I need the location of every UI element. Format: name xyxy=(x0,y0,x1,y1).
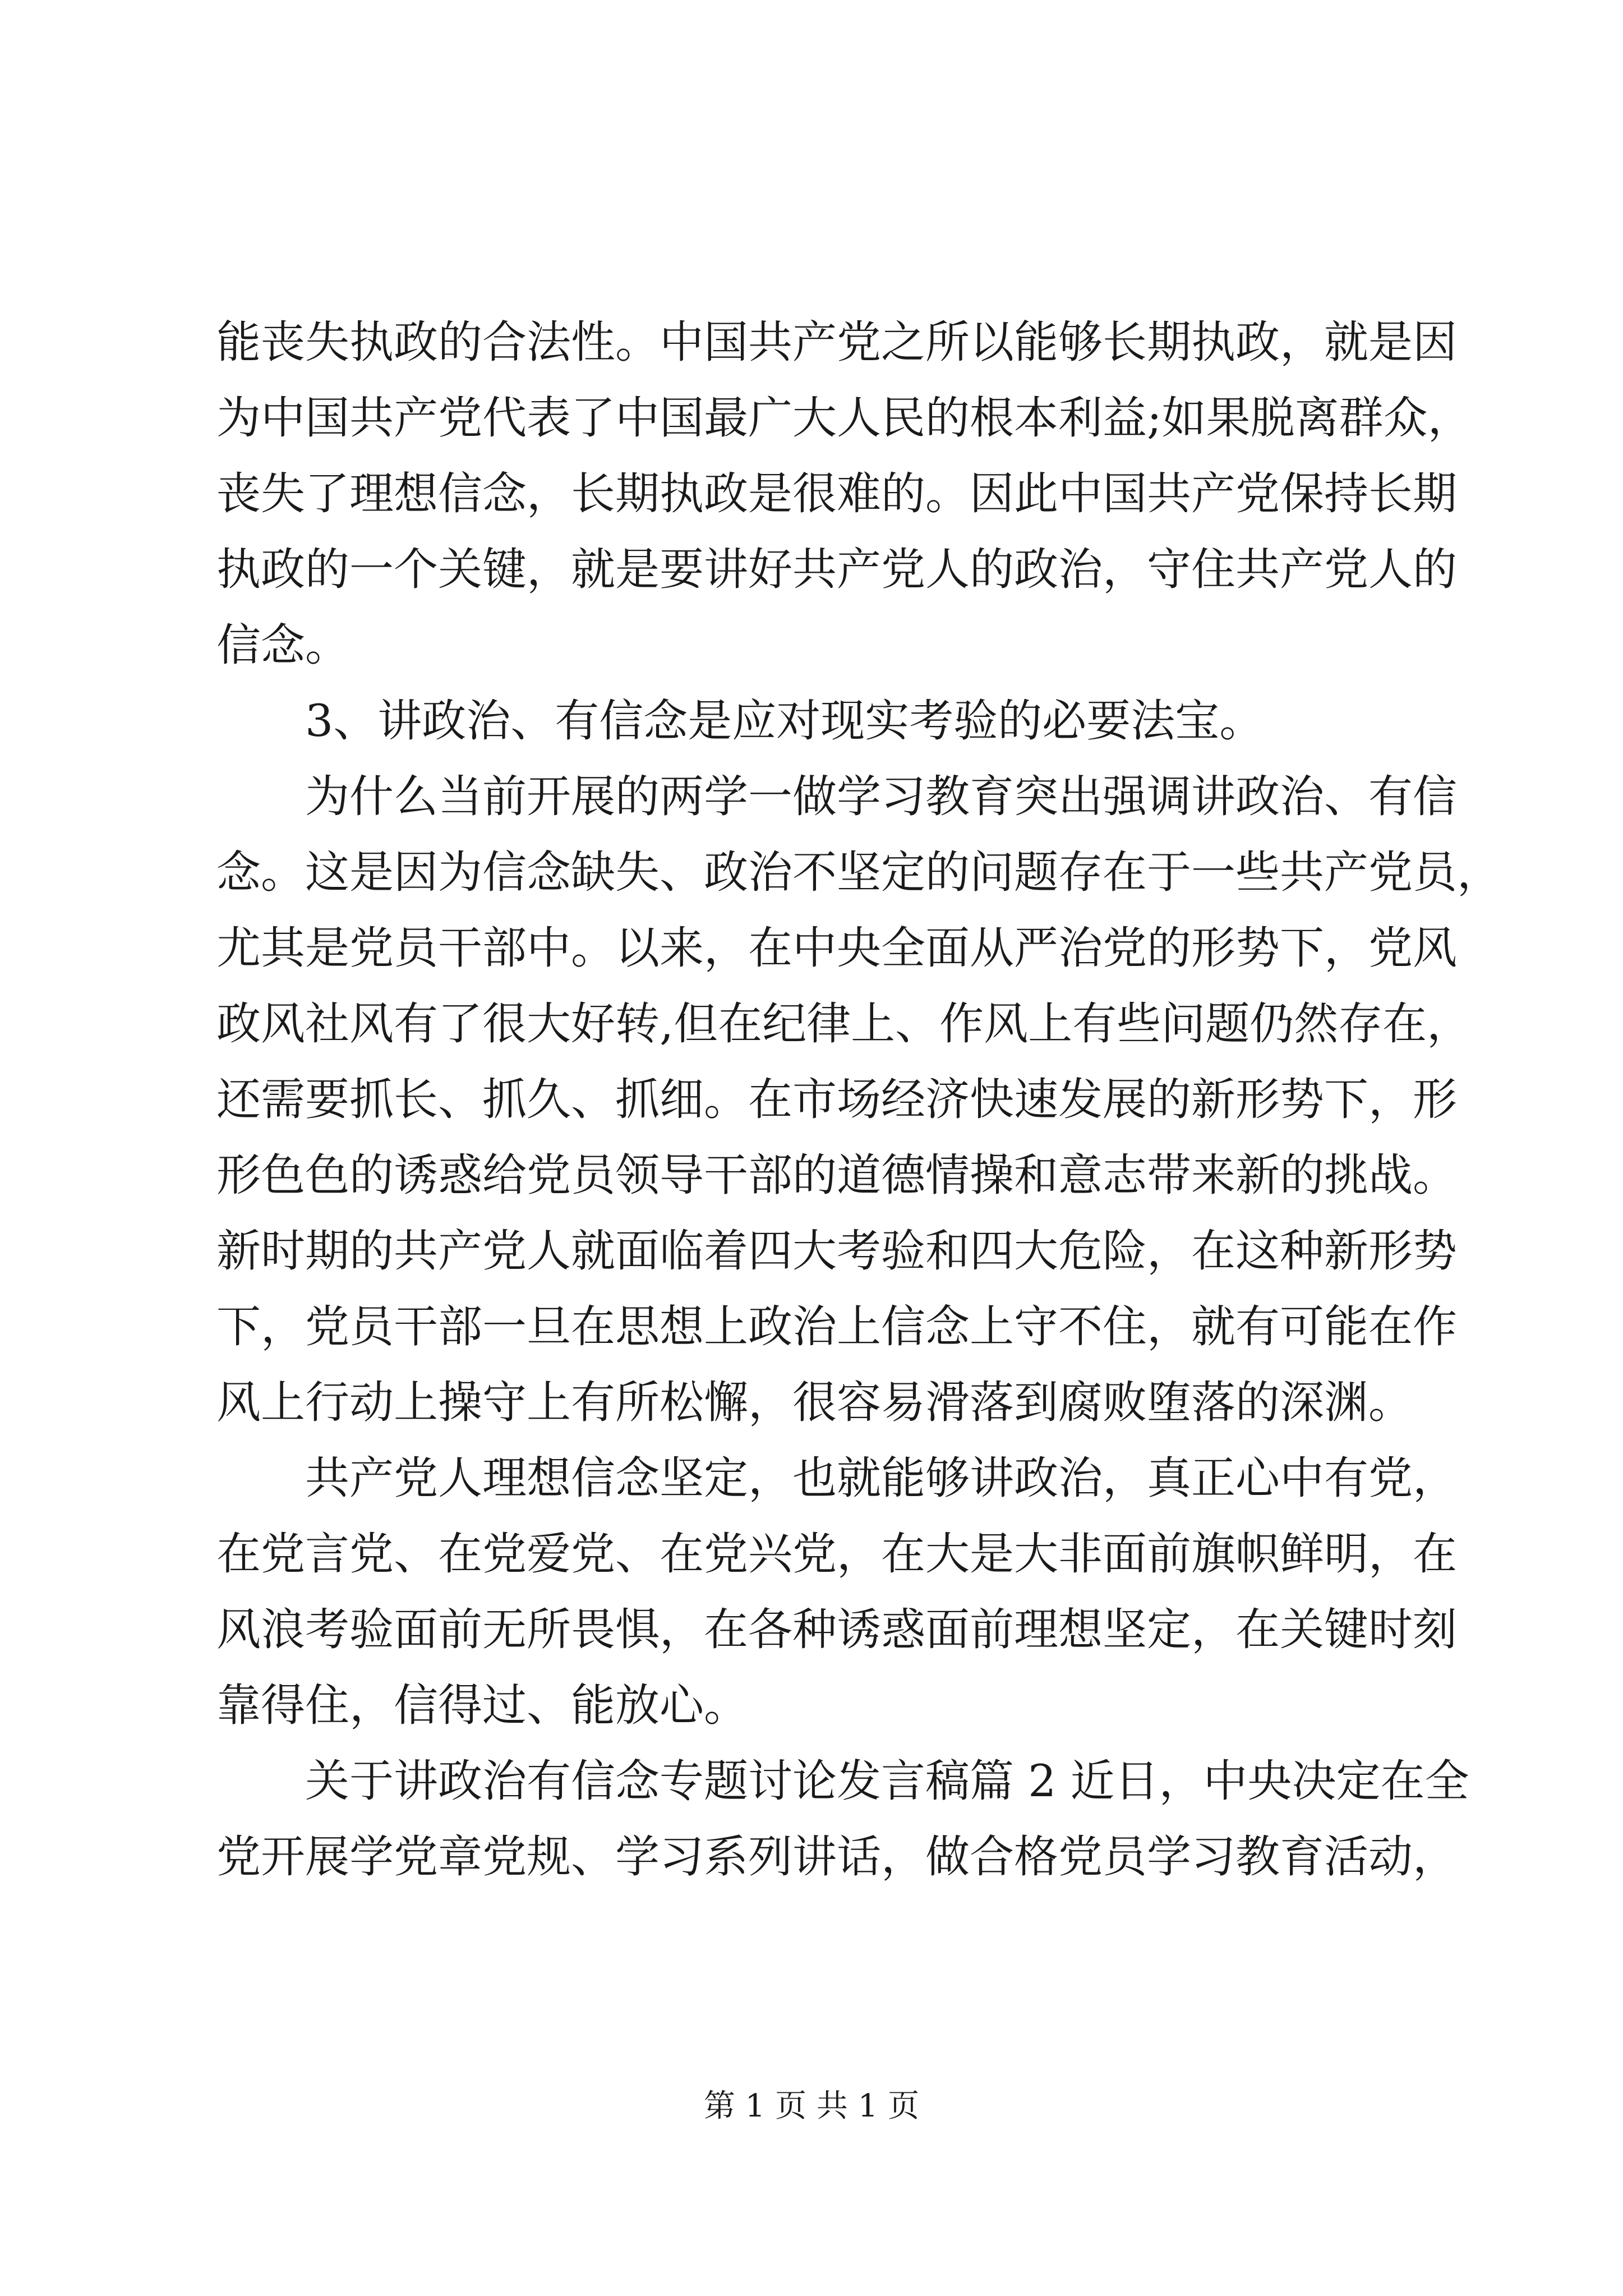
text-line: 政风社风有了很大好转,但在纪律上、作风上有些问题仍然存在， xyxy=(216,998,1472,1050)
text-line: 念。这是因为信念缺失、政治不坚定的问题存在于一些共产党员， xyxy=(216,846,1501,898)
text-line: 信念。 xyxy=(216,619,349,671)
text-line: 靠得住，信得过、能放心。 xyxy=(216,1680,748,1731)
text-line: 丧失了理想信念，长期执政是很难的。因此中国共产党保持长期 xyxy=(216,468,1457,519)
text-line: 在党言党、在党爱党、在党兴党，在大是大非面前旗帜鲜明，在 xyxy=(216,1528,1457,1580)
text-line: 执政的一个关键，就是要讲好共产党人的政治，守住共产党人的 xyxy=(216,544,1457,595)
text-line: 共产党人理想信念坚定，也就能够讲政治，真正心中有党， xyxy=(305,1452,1457,1504)
text-line: 风浪考验面前无所畏惧，在各种诱惑面前理想坚定，在关键时刻 xyxy=(216,1604,1457,1655)
text-line: 形色色的诱惑给党员领导干部的道德情操和意志带来新的挑战。 xyxy=(216,1149,1457,1201)
text-line: 能丧失执政的合法性。中国共产党之所以能够长期执政，就是因 xyxy=(216,316,1457,368)
page-footer xyxy=(0,2087,1623,2126)
text-line: 党开展学党章党规、学习系列讲话，做合格党员学习教育活动， xyxy=(216,1831,1457,1883)
text-line: 关于讲政治有信念专题讨论发言稿篇 2 近日，中央决定在全 xyxy=(305,1755,1469,1807)
text-line: 还需要抓长、抓久、抓细。在市场经济快速发展的新形势下，形 xyxy=(216,1074,1457,1125)
text-line: 为中国共产党代表了中国最广大人民的根本利益;如果脱离群众， xyxy=(216,392,1472,444)
text-line: 新时期的共产党人就面临着四大考验和四大危险，在这种新形势 xyxy=(216,1225,1457,1277)
text-line: 下，党员干部一旦在思想上政治上信念上守不住，就有可能在作 xyxy=(216,1301,1457,1352)
text-line: 为什么当前开展的两学一做学习教育突出强调讲政治、有信 xyxy=(305,771,1457,822)
text-line: 尤其是党员干部中。以来，在中央全面从严治党的形势下，党风 xyxy=(216,922,1457,974)
text-line: 风上行动上操守上有所松懈，很容易滑落到腐败堕落的深渊。 xyxy=(216,1377,1413,1428)
section-heading: 3、讲政治、有信念是应对现实考验的必要法宝。 xyxy=(305,695,1264,747)
page-number: 第 1 页 共 1 页 xyxy=(703,2088,920,2124)
